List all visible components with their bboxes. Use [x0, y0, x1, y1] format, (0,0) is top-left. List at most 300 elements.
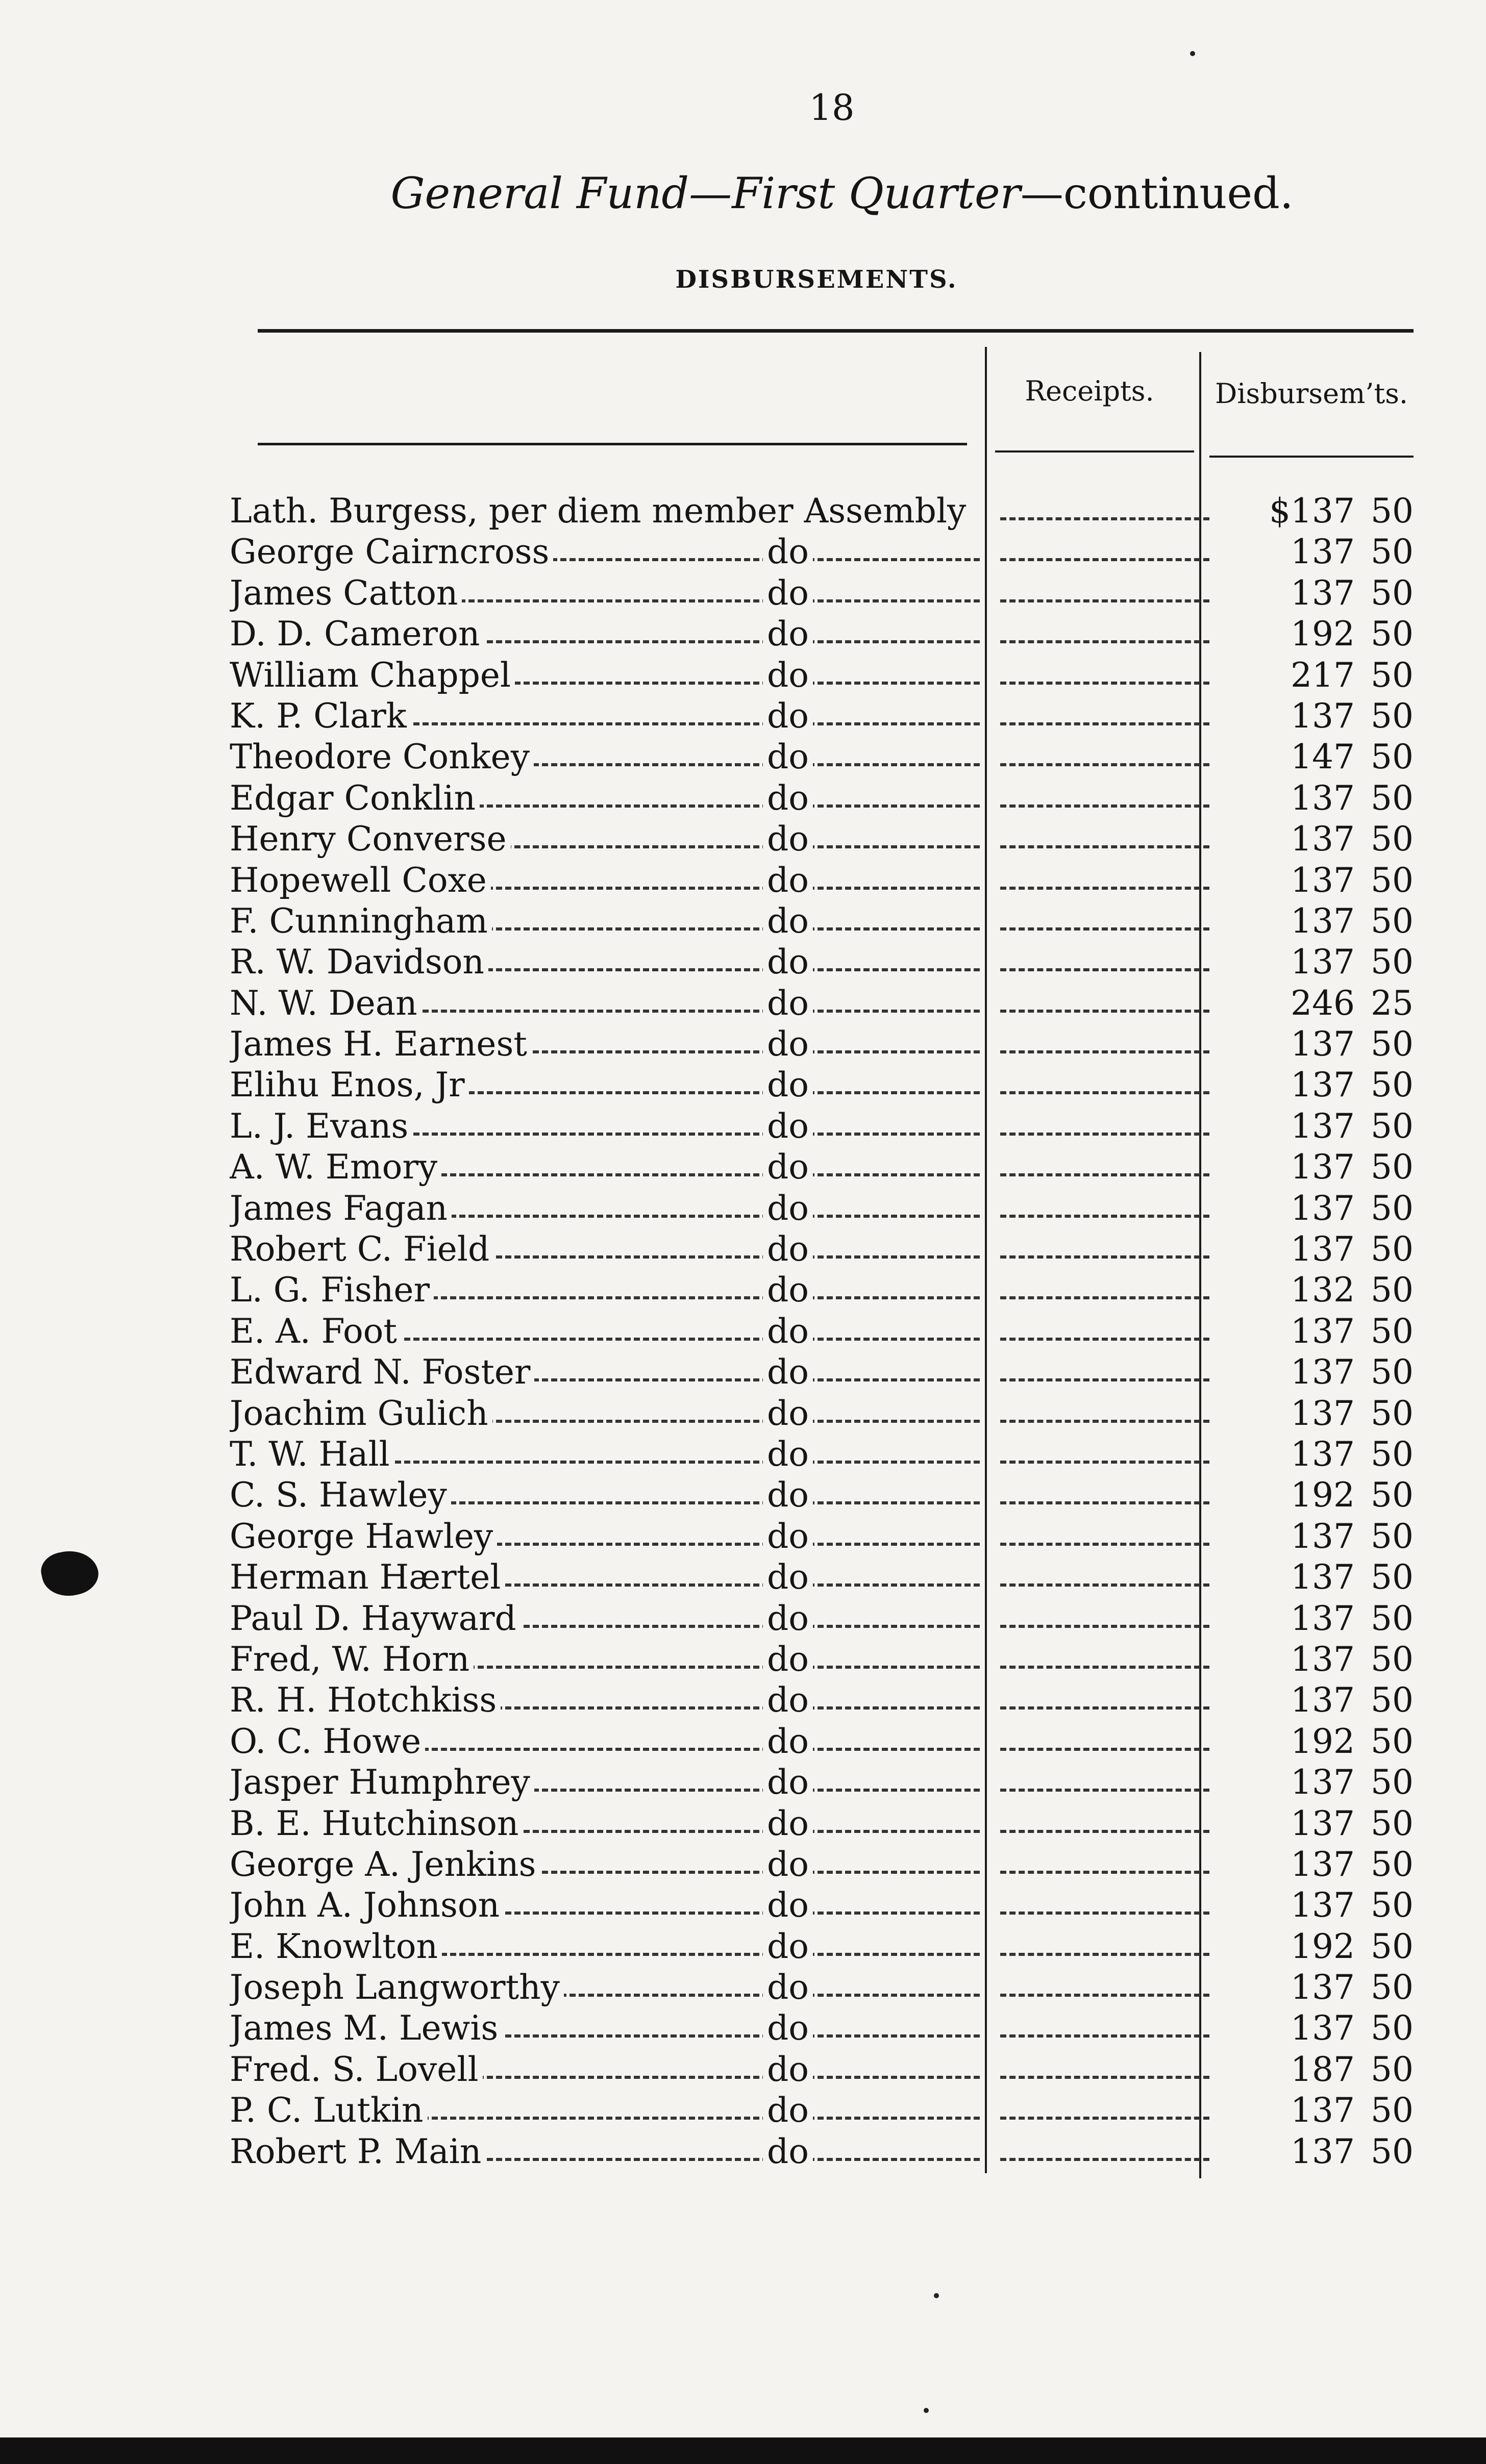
ditto-mark: do [763, 2049, 813, 2090]
row-name-cell [230, 1721, 980, 1762]
section-heading: DISBURSEMENTS. [675, 265, 958, 294]
ditto-mark: do [763, 2090, 813, 2131]
header-rule-description [258, 443, 967, 445]
table-row [230, 1844, 1414, 1885]
disbursement-cents: 50 [1371, 1680, 1414, 1720]
row-name-cell [230, 1557, 980, 1598]
row-name-cell [230, 1311, 980, 1352]
ditto-mark: do [763, 1106, 813, 1147]
receipts-leader [1000, 804, 1209, 808]
row-name-cell [230, 942, 980, 983]
ditto-mark: do [763, 1844, 813, 1885]
disbursement-cents: 50 [1371, 1024, 1414, 1064]
receipts-leader [1000, 682, 1209, 685]
receipts-leader [1000, 2034, 1209, 2038]
table-row [230, 778, 1414, 819]
row-name-cell [230, 491, 980, 532]
disbursement-dollars: 137 [1291, 1968, 1355, 2007]
disbursement-dollars: 137 [1291, 696, 1355, 736]
disbursement-dollars: 217 [1291, 655, 1355, 695]
member-name: L. G. Fisher [230, 1270, 434, 1310]
disbursement-cents: 50 [1371, 1639, 1414, 1679]
header-rule-disbursements [1209, 456, 1414, 458]
disbursement-dollars: 137 [1291, 2091, 1355, 2130]
receipts-leader [1000, 1296, 1209, 1299]
row-name-cell [230, 1434, 980, 1475]
speck [934, 2293, 939, 2298]
receipts-leader [1000, 1173, 1209, 1176]
row-name-cell [230, 860, 980, 901]
receipts-leader [1000, 2076, 1209, 2079]
ditto-mark: do [763, 614, 813, 655]
table-row [230, 1926, 1414, 1967]
disbursement-dollars: 137 [1291, 819, 1355, 859]
receipts-leader [1000, 2158, 1209, 2161]
table-row [230, 1106, 1414, 1147]
receipts-leader [1000, 887, 1209, 890]
disbursement-cents: 50 [1371, 1844, 1414, 1884]
row-name-cell [230, 1270, 980, 1311]
ditto-mark: do [763, 1024, 813, 1065]
table-row [230, 1352, 1414, 1393]
ditto-mark: do [763, 1803, 813, 1844]
disbursement-cents: 50 [1371, 1393, 1414, 1433]
disbursement-cents: 50 [1371, 1763, 1414, 1802]
row-name-cell [230, 1639, 980, 1680]
table-row [230, 1557, 1414, 1598]
member-name: Herman Hærtel [230, 1557, 505, 1597]
member-name: George A. Jenkins [230, 1845, 540, 1884]
receipts-leader [1000, 1748, 1209, 1751]
receipts-leader [1000, 763, 1209, 766]
ditto-mark: do [763, 1229, 813, 1270]
row-name-cell [230, 2131, 980, 2172]
table-row [230, 1434, 1414, 1475]
disbursement-dollars: 132 [1291, 1270, 1355, 1310]
receipts-leader [1000, 1912, 1209, 1915]
row-name-cell [230, 1844, 980, 1885]
receipts-leader [1000, 927, 1209, 931]
ditto-mark: do [763, 1926, 813, 1967]
member-name: Fred. S. Lovell [230, 2050, 483, 2089]
member-name: R. H. Hotchkiss [230, 1680, 501, 1720]
receipts-leader [1000, 1666, 1209, 1669]
table-row [230, 573, 1414, 614]
ditto-mark: do [763, 1680, 813, 1721]
member-name: Lath. Burgess, per diem member Assembly [230, 491, 970, 531]
member-name: K. P. Clark [230, 696, 411, 736]
row-name-cell [230, 1680, 980, 1721]
disbursement-dollars: 137 [1291, 1147, 1355, 1187]
table-row [230, 860, 1414, 901]
ditto-mark: do [763, 696, 813, 737]
disbursement-dollars: 137 [1291, 1352, 1355, 1392]
table-row [230, 1885, 1414, 1926]
member-name: L. J. Evans [230, 1107, 412, 1146]
disbursement-cents: 50 [1371, 1434, 1414, 1474]
row-name-cell [230, 1516, 980, 1557]
ditto-mark: do [763, 1147, 813, 1188]
row-name-cell [230, 573, 980, 614]
table-row [230, 2131, 1414, 2172]
ditto-mark: do [763, 778, 813, 819]
table-row [230, 819, 1414, 860]
disbursement-dollars: 137 [1291, 1065, 1355, 1105]
disbursement-dollars: 137 [1291, 1229, 1355, 1269]
disbursement-cents: 50 [1371, 1885, 1414, 1925]
disbursement-cents: 50 [1371, 1106, 1414, 1146]
receipts-leader [1000, 1501, 1209, 1504]
disbursement-cents: 50 [1371, 1065, 1414, 1105]
disbursement-cents: 50 [1371, 1311, 1414, 1351]
ditto-mark: do [763, 2131, 813, 2172]
row-name-cell [230, 2008, 980, 2049]
disbursement-dollars: 246 [1291, 983, 1355, 1023]
ditto-mark: do [763, 1270, 813, 1311]
receipts-leader [1000, 968, 1209, 971]
speck [1190, 51, 1195, 56]
receipts-leader [1000, 1830, 1209, 1833]
ditto-mark: do [763, 1762, 813, 1803]
ditto-mark: do [763, 1434, 813, 1475]
row-name-cell [230, 1475, 980, 1516]
ditto-mark: do [763, 983, 813, 1024]
table-row [230, 1393, 1414, 1434]
ditto-mark: do [763, 1352, 813, 1393]
disbursement-cents: 50 [1371, 1803, 1414, 1843]
disbursement-dollars: 137 [1291, 1598, 1355, 1638]
row-name-cell [230, 1393, 980, 1434]
disbursement-cents: 50 [1371, 573, 1414, 613]
disbursement-cents: 50 [1371, 1475, 1414, 1515]
disbursement-dollars: 137 [1291, 860, 1355, 900]
member-name: O. C. Howe [230, 1722, 425, 1761]
ditto-mark: do [763, 1311, 813, 1352]
disbursement-dollars: 137 [1291, 1844, 1355, 1884]
table-row [230, 1598, 1414, 1639]
disbursement-cents: 50 [1371, 1229, 1414, 1269]
disbursement-cents: 50 [1371, 2049, 1414, 2089]
disbursement-cents: 50 [1371, 491, 1414, 531]
disbursement-cents: 25 [1371, 983, 1414, 1023]
receipts-leader [1000, 558, 1209, 561]
member-name: James Fagan [230, 1189, 452, 1228]
disbursement-dollars: 192 [1291, 1475, 1355, 1515]
receipts-leader [1000, 1789, 1209, 1792]
disbursement-dollars: $137 [1269, 491, 1355, 531]
header-disbursements: Disbursem’ts. [1215, 378, 1408, 410]
ditto-mark: do [763, 1557, 813, 1598]
row-name-cell [230, 1188, 980, 1229]
receipts-leader [1000, 1583, 1209, 1587]
table-row [230, 1065, 1414, 1105]
receipts-leader [1000, 722, 1209, 725]
ditto-mark: do [763, 573, 813, 614]
disbursement-dollars: 137 [1291, 901, 1355, 941]
speck [924, 2408, 929, 2413]
row-name-cell [230, 1147, 980, 1188]
row-name-cell [230, 819, 980, 860]
page-title [357, 168, 1327, 218]
disbursement-cents: 50 [1371, 1926, 1414, 1966]
member-name: Paul D. Hayward [230, 1599, 521, 1638]
table-row [230, 1803, 1414, 1844]
bottom-scan-band [0, 2437, 1486, 2464]
disbursement-cents: 50 [1371, 1721, 1414, 1761]
disbursement-cents: 50 [1371, 696, 1414, 736]
member-name: E. Knowlton [230, 1927, 442, 1966]
ditto-mark: do [763, 942, 813, 983]
table-row [230, 1967, 1414, 2008]
member-name: George Cairncross [230, 532, 553, 571]
table-row [230, 614, 1414, 655]
row-name-cell [230, 1885, 980, 1926]
disbursement-dollars: 192 [1291, 614, 1355, 654]
disbursement-cents: 50 [1371, 532, 1414, 572]
disbursement-cents: 50 [1371, 860, 1414, 900]
member-name: Elihu Enos, Jr [230, 1065, 469, 1104]
ditto-mark: do [763, 819, 813, 860]
row-name-cell [230, 1803, 980, 1844]
row-name-cell [230, 1598, 980, 1639]
ditto-mark: do [763, 1721, 813, 1762]
disbursement-dollars: 137 [1291, 1106, 1355, 1146]
ditto-mark: do [763, 1967, 813, 2008]
header-rule-receipts [995, 450, 1194, 452]
table-row [230, 532, 1414, 572]
disbursement-cents: 50 [1371, 614, 1414, 654]
row-name-cell [230, 778, 980, 819]
receipts-leader [1000, 1953, 1209, 1956]
disbursement-dollars: 137 [1291, 2008, 1355, 2048]
disbursement-dollars: 137 [1291, 1680, 1355, 1720]
member-name: Jasper Humphrey [230, 1763, 534, 1802]
ditto-mark: do [763, 1393, 813, 1434]
row-name-cell [230, 655, 980, 696]
page-title-main: General Fund—First Quarter [390, 168, 1021, 218]
disbursement-cents: 50 [1371, 2131, 1414, 2171]
receipts-leader [1000, 599, 1209, 602]
table-row [230, 1475, 1414, 1516]
ditto-mark: do [763, 737, 813, 777]
disbursement-cents: 50 [1371, 737, 1414, 777]
table-row [230, 942, 1414, 983]
row-name-cell [230, 1024, 980, 1065]
member-name: E. A. Foot [230, 1312, 401, 1351]
ditto-mark: do [763, 1475, 813, 1516]
disbursement-cents: 50 [1371, 2091, 1414, 2130]
receipts-leader [1000, 845, 1209, 848]
disbursement-dollars: 137 [1291, 1188, 1355, 1228]
ditto-mark: do [763, 532, 813, 572]
disbursement-dollars: 137 [1291, 1639, 1355, 1679]
disbursement-cents: 50 [1371, 1968, 1414, 2007]
disbursement-cents: 50 [1371, 1598, 1414, 1638]
disbursement-dollars: 137 [1291, 2131, 1355, 2171]
ditto-mark: do [763, 1188, 813, 1229]
table-row [230, 1516, 1414, 1557]
table-row [230, 1024, 1414, 1065]
member-name: Robert P. Main [230, 2132, 485, 2171]
member-name: B. E. Hutchinson [230, 1804, 523, 1843]
member-name: R. W. Davidson [230, 942, 488, 982]
table-row [230, 1762, 1414, 1803]
member-name: James Catton [230, 573, 462, 613]
member-name: Edward N. Foster [230, 1352, 534, 1392]
disbursement-dollars: 137 [1291, 1557, 1355, 1597]
disbursement-dollars: 137 [1291, 573, 1355, 613]
member-name: Edgar Conklin [230, 778, 480, 818]
disbursement-dollars: 187 [1291, 2049, 1355, 2089]
disbursement-dollars: 137 [1291, 1803, 1355, 1843]
ditto-mark: do [763, 1885, 813, 1926]
ditto-mark: do [763, 1065, 813, 1105]
row-name-cell [230, 1229, 980, 1270]
row-name-cell [230, 1762, 980, 1803]
table-row [230, 737, 1414, 777]
receipts-leader [1000, 1133, 1209, 1136]
table-row [230, 983, 1414, 1024]
row-name-cell [230, 1106, 980, 1147]
receipts-leader [1000, 1050, 1209, 1053]
table-row [230, 1311, 1414, 1352]
disbursement-cents: 50 [1371, 942, 1414, 982]
receipts-leader [1000, 1461, 1209, 1464]
receipts-leader [1000, 1378, 1209, 1381]
disbursement-cents: 50 [1371, 2008, 1414, 2048]
table-row [230, 1680, 1414, 1721]
disbursement-dollars: 137 [1291, 1024, 1355, 1064]
disbursement-cents: 50 [1371, 778, 1414, 818]
member-name: William Chappel [230, 656, 515, 695]
disbursement-cents: 50 [1371, 1352, 1414, 1392]
member-name: Fred, W. Horn [230, 1640, 474, 1679]
receipts-leader [1000, 1255, 1209, 1259]
page-title-suffix: —continued. [1020, 168, 1294, 218]
ditto-mark: do [763, 1639, 813, 1680]
table-row [230, 491, 1414, 532]
table-row [230, 1270, 1414, 1311]
disbursement-dollars: 147 [1291, 737, 1355, 777]
table-top-rule [258, 329, 1414, 333]
disbursement-cents: 50 [1371, 1188, 1414, 1228]
disbursement-cents: 50 [1371, 819, 1414, 859]
receipts-leader [1000, 640, 1209, 643]
disbursement-cents: 50 [1371, 1516, 1414, 1556]
ditto-mark: do [763, 860, 813, 901]
member-name: D. D. Cameron [230, 614, 484, 653]
receipts-leader [1000, 2117, 1209, 2120]
ditto-mark: do [763, 655, 813, 696]
disbursement-dollars: 137 [1291, 1763, 1355, 1802]
disbursement-dollars: 137 [1291, 1311, 1355, 1351]
page-number: 18 [809, 87, 855, 129]
receipts-leader [1000, 1625, 1209, 1628]
receipts-leader [1000, 1706, 1209, 1709]
ditto-mark: do [763, 901, 813, 942]
disbursement-cents: 50 [1371, 1147, 1414, 1187]
receipts-leader [1000, 1543, 1209, 1546]
row-name-cell [230, 1352, 980, 1393]
disbursement-cents: 50 [1371, 1270, 1414, 1310]
receipts-leader [1000, 1091, 1209, 1094]
disbursement-dollars: 137 [1291, 942, 1355, 982]
disbursement-dollars: 137 [1291, 1885, 1355, 1925]
table-row [230, 2049, 1414, 2090]
receipts-leader [1000, 1420, 1209, 1423]
row-name-cell [230, 614, 980, 655]
ditto-mark: do [763, 2008, 813, 2049]
ditto-mark: do [763, 1598, 813, 1639]
member-name: George Hawley [230, 1517, 497, 1556]
disbursement-dollars: 192 [1291, 1926, 1355, 1966]
disbursement-rows [230, 491, 1414, 2172]
table-row [230, 2090, 1414, 2131]
disbursement-dollars: 137 [1291, 1393, 1355, 1433]
table-row [230, 901, 1414, 942]
member-name: Joseph Langworthy [230, 1968, 564, 2007]
member-name: Henry Converse [230, 819, 511, 859]
row-name-cell [230, 901, 980, 942]
member-name: James H. Earnest [230, 1024, 531, 1064]
disbursement-dollars: 137 [1291, 532, 1355, 572]
row-name-cell [230, 2049, 980, 2090]
row-name-cell [230, 696, 980, 737]
receipts-leader [1000, 1338, 1209, 1341]
member-name: James M. Lewis [230, 2008, 502, 2048]
table-row [230, 655, 1414, 696]
table-row [230, 1721, 1414, 1762]
member-name: N. W. Dean [230, 984, 422, 1023]
member-name: P. C. Lutkin [230, 2091, 428, 2130]
receipts-leader [1000, 1994, 1209, 1997]
row-name-cell [230, 983, 980, 1024]
receipts-leader [1000, 1215, 1209, 1218]
disbursement-dollars: 137 [1291, 1434, 1355, 1474]
member-name: Robert C. Field [230, 1229, 493, 1269]
member-name: Hopewell Coxe [230, 861, 491, 900]
disbursement-dollars: 192 [1291, 1721, 1355, 1761]
disbursement-cents: 50 [1371, 901, 1414, 941]
ink-blot [38, 1546, 102, 1601]
row-name-cell [230, 532, 980, 572]
row-name-cell [230, 1926, 980, 1967]
table-row [230, 696, 1414, 737]
table-row [230, 1229, 1414, 1270]
receipts-leader [1000, 517, 1209, 520]
table-row [230, 2008, 1414, 2049]
member-name: John A. Johnson [230, 1885, 504, 1925]
ditto-mark: do [763, 1516, 813, 1557]
disbursement-dollars: 137 [1291, 778, 1355, 818]
table-row [230, 1147, 1414, 1188]
member-name: F. Cunningham [230, 901, 492, 941]
disbursement-cents: 50 [1371, 1557, 1414, 1597]
row-name-cell [230, 1967, 980, 2008]
member-name: Joachim Gulich [230, 1394, 492, 1433]
disbursement-cents: 50 [1371, 655, 1414, 695]
member-name: Theodore Conkey [230, 737, 534, 776]
receipts-leader [1000, 1010, 1209, 1013]
receipts-leader [1000, 1871, 1209, 1874]
row-name-cell [230, 1065, 980, 1105]
table-row [230, 1639, 1414, 1680]
row-name-cell [230, 737, 980, 777]
member-name: A. W. Emory [230, 1147, 441, 1187]
row-name-cell [230, 2090, 980, 2131]
member-name: C. S. Hawley [230, 1475, 451, 1515]
header-receipts: Receipts. [1025, 375, 1154, 407]
